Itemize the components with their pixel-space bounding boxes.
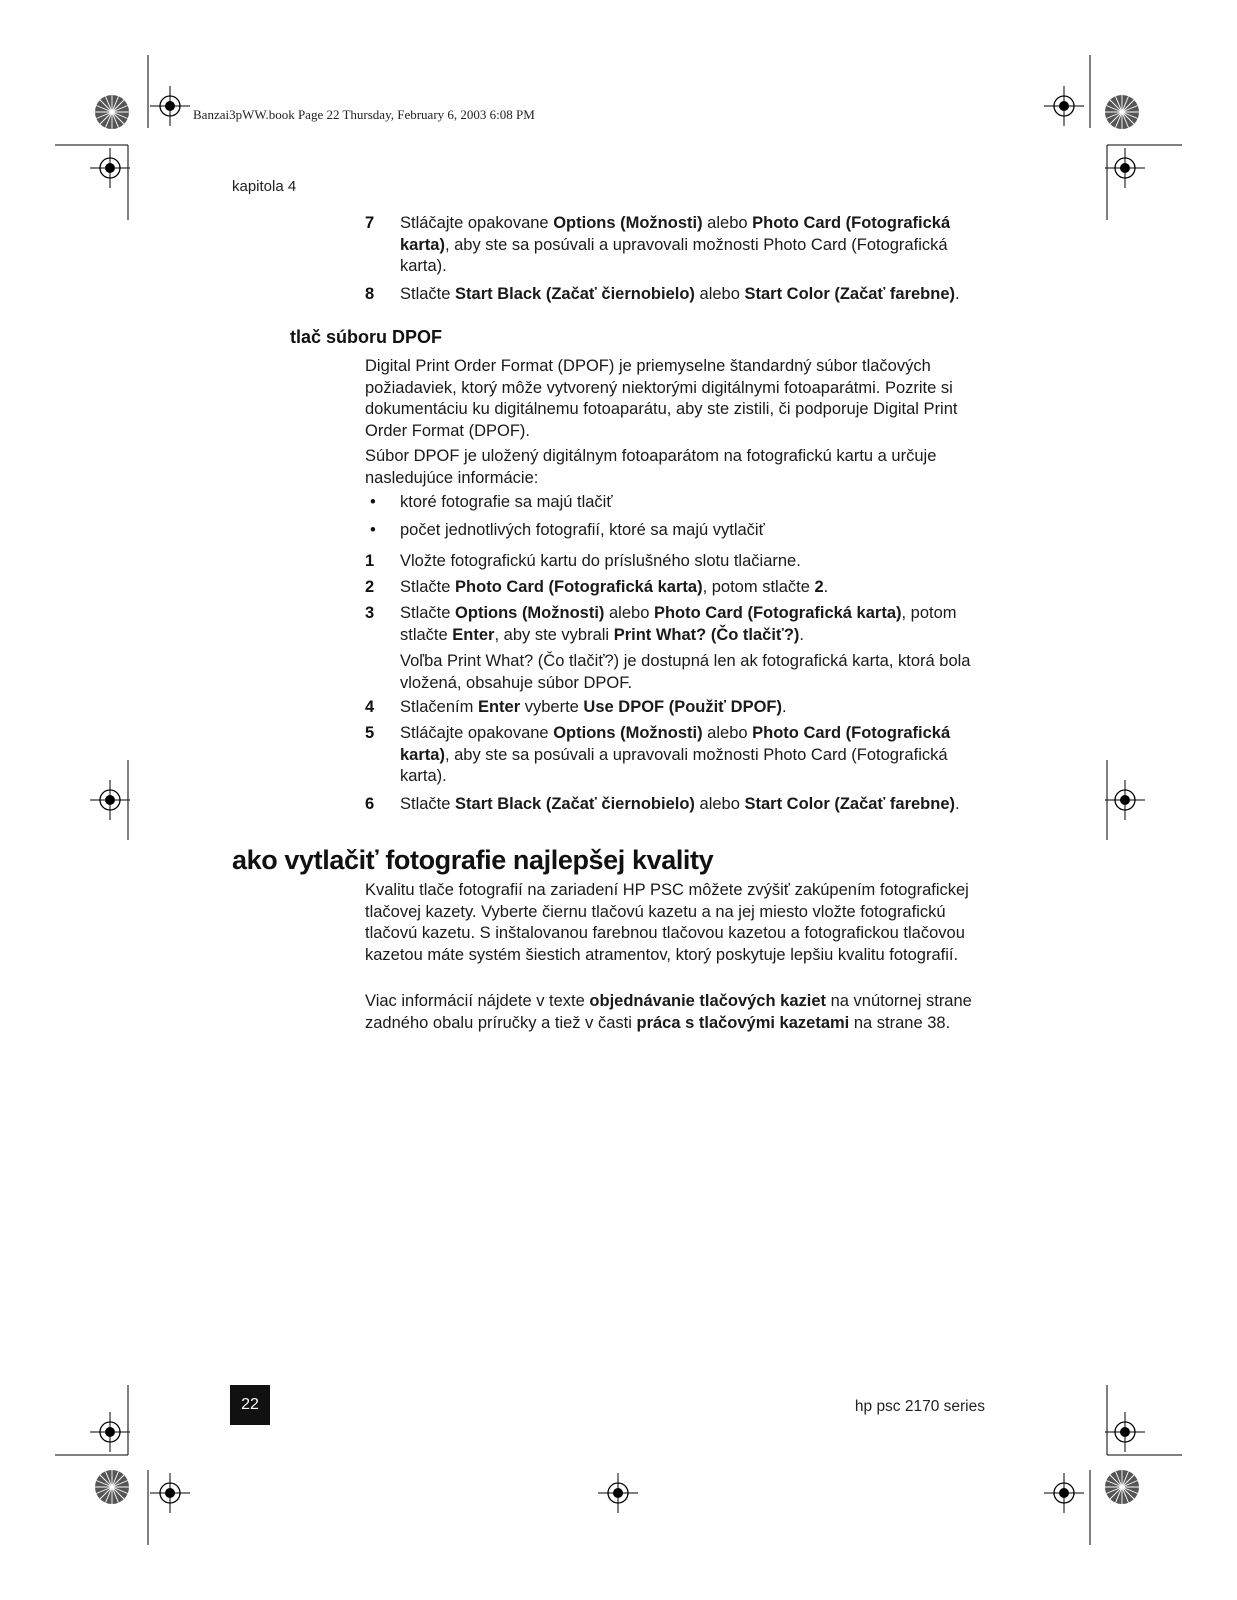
bold-term: Options (Možnosti) [455,604,605,622]
registration-mark-icon [598,1473,638,1513]
star-target-icon [95,95,129,129]
paragraph: Súbor DPOF je uložený digitálnym fotoaparátom na fotografickú kartu a určuje nasledujúce informácie: [365,447,937,487]
registration-mark-icon [1105,1412,1145,1452]
registration-mark-icon [150,86,190,126]
star-target-icon [1105,95,1139,129]
bold-term: Options (Možnosti) [553,214,703,232]
step-number: 7 [365,214,375,232]
step-text: Stlačením Enter vyberte Use DPOF (Použiť DPOF). [400,698,787,716]
bold-term: Enter [477,698,521,716]
step-number: 5 [365,724,375,742]
registration-mark-icon [150,1473,190,1513]
product-name: hp psc 2170 series [854,1398,985,1415]
bold-term: práca s tlačovými kazetami [636,1013,850,1032]
step-text: Stlačte Start Black (Začať čiernobielo) alebo Start Color (Začať farebne). [400,795,960,813]
step-number: 3 [365,604,375,622]
bold-term: Use DPOF (Použiť DPOF) [583,698,783,716]
paragraph: Kvalitu tlače fotografií na zariadení HP PSC môžete zvýšiť zakúpením fotografickej tlačovej kazety. Vyberte čiernu tlačovú kazetu a na jej miesto vložte fotografickú tlačovú kazetu. S inštalovanou farebnou tlačovou kazetou a fotografickou tlačovou kazetou máte systém šiestich atramentov, ktorý poskytuje lepšiu kvalitu fotografií. [365,881,969,964]
bold-term: Print What? (Čo tlačiť?) [613,625,800,644]
step-text: Stlačte Photo Card (Fotografická karta), potom stlačte 2. [400,578,829,596]
registration-mark-icon [90,780,130,820]
bold-term: Photo Card (Fotografická karta) [653,604,902,622]
step-text: Vložte fotografickú kartu do príslušného slotu tlačiarne. [400,552,801,570]
step-number: 4 [365,698,375,716]
paragraph: Digital Print Order Format (DPOF) je priemyselne štandardný súbor tlačových požiadaviek, ktorý môže vytvorený niektorými digitálnymi fotoaparátmi. Pozrite si dokumentáciu ku digitálnemu fotoaparátu, aby ste zistili, či podporuje Digital Print Order Format (DPOF). [365,357,958,440]
star-target-icon [95,1470,129,1504]
registration-mark-icon [1044,1473,1084,1513]
bold-term: Start Black (Začať čiernobielo) [455,795,695,813]
step-text: Stláčajte opakovane Options (Možnosti) alebo Photo Card (Fotografická karta), aby ste sa posúvali a upravovali možnosti Photo Card (Fotografická karta). [400,724,951,785]
section-title: tlač súboru DPOF [290,327,443,347]
step-number: 8 [365,285,375,303]
bold-term: Photo Card (Fotografická karta) [455,578,703,596]
step-text: Stlačte Options (Možnosti) alebo Photo Card (Fotografická karta), potom stlačte Enter, aby ste vybrali Print What? (Čo tlačiť?). [400,604,957,644]
registration-mark-icon [1105,148,1145,188]
step-note: Voľba Print What? (Čo tlačiť?) je dostupná len ak fotografická karta, ktorá bola vložená, obsahuje súbor DPOF. [400,652,971,692]
bullet-icon: • [370,521,376,539]
page-number: 22 [230,1385,270,1425]
chapter-label: kapitola 4 [232,178,297,195]
book-file-info: Banzai3pWW.book Page 22 Thursday, February 6, 2003 6:08 PM [193,107,535,122]
bold-term: Start Black (Začať čiernobielo) [455,285,695,303]
registration-mark-icon [90,148,130,188]
bold-term: Start Color (Začať farebne) [744,795,956,813]
bold-term: Enter [452,625,495,644]
step-number: 6 [365,795,375,813]
bold-term: Options (Možnosti) [553,724,703,742]
registration-mark-icon [1044,86,1084,126]
bold-term: objednávanie tlačových kaziet [589,992,826,1010]
bold-term: Photo Card (Fotografická karta) [400,214,951,254]
registration-mark-icon [90,1412,130,1452]
step-number: 2 [365,578,375,596]
bold-term: 2 [814,578,824,596]
step-number: 1 [365,552,375,570]
step-text: Stlačte Start Black (Začať čiernobielo) alebo Start Color (Začať farebne). [400,285,960,303]
registration-mark-icon [1105,780,1145,820]
list-item: ktoré fotografie sa majú tlačiť [400,493,613,511]
section-heading: ako vytlačiť fotografie najlepšej kvality [232,845,714,875]
bold-term: Start Color (Začať farebne) [744,285,956,303]
paragraph: Viac informácií nájdete v texte objednávanie tlačových kaziet na vnútornej strane zadného obalu príručky a tiež v časti práca s tlačovými kazetami na strane 38. [365,992,972,1032]
bullet-icon: • [370,493,376,511]
list-item: počet jednotlivých fotografií, ktoré sa majú vytlačiť [400,521,765,539]
bold-term: Photo Card (Fotografická karta) [400,724,951,764]
star-target-icon [1105,1470,1139,1504]
step-text: Stláčajte opakovane Options (Možnosti) alebo Photo Card (Fotografická karta), aby ste sa posúvali a upravovali možnosti Photo Card (Fotografická karta). [400,214,951,275]
